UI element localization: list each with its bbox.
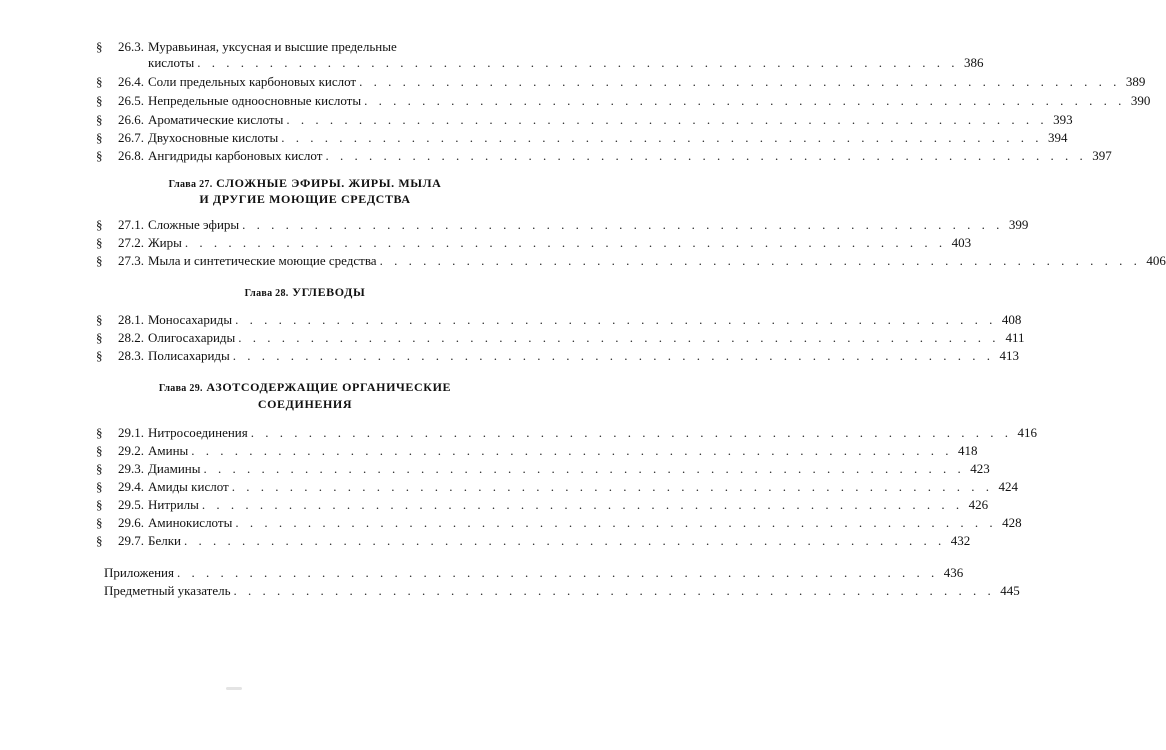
entry-page-number: 416 bbox=[1017, 425, 1037, 440]
entry-title: Диамины bbox=[148, 461, 201, 476]
leader-dots bbox=[364, 91, 1125, 110]
entry-title: Нитрилы bbox=[148, 497, 199, 512]
entry-number: 29.5. bbox=[118, 497, 144, 512]
entry-title: Олигосахариды bbox=[148, 330, 236, 345]
entry-number: 29.4. bbox=[118, 479, 144, 494]
entry-number: 27.3. bbox=[118, 253, 144, 268]
entry-number: 26.6. bbox=[118, 112, 144, 127]
section-sign: § bbox=[96, 148, 103, 163]
entry-page-number: 432 bbox=[950, 533, 971, 548]
section-sign: § bbox=[96, 479, 103, 494]
toc-entry-29-3 bbox=[96, 459, 990, 478]
entry-title: Ароматические кислоты bbox=[148, 112, 284, 127]
entry-number: 26.3. bbox=[118, 39, 144, 54]
entry-title: Сложные эфиры bbox=[148, 217, 240, 232]
chapter-title: АЗОТСОДЕРЖАЩИЕ ОРГАНИЧЕСКИЕ bbox=[206, 380, 452, 394]
toc-entry-29-1 bbox=[96, 423, 1037, 442]
section-sign: § bbox=[96, 217, 103, 232]
entry-page-number: 428 bbox=[1002, 515, 1022, 530]
entry-title: Двухосновные кислоты bbox=[148, 130, 279, 145]
entry-page-number: 403 bbox=[951, 235, 972, 250]
entry-page-number: 397 bbox=[1092, 148, 1112, 163]
entry-title: Жиры bbox=[148, 235, 182, 250]
section-sign: § bbox=[96, 515, 103, 530]
leader-dots bbox=[235, 513, 996, 532]
entry-title: Белки bbox=[148, 533, 181, 548]
entry-title: Предметный указатель bbox=[104, 583, 231, 598]
entry-number: 26.8. bbox=[118, 148, 144, 163]
chapter-label: Глава 29. bbox=[158, 383, 203, 394]
entry-page-number: 389 bbox=[1125, 74, 1146, 89]
leader-dots bbox=[203, 459, 964, 478]
toc-entry-29-6 bbox=[96, 513, 1022, 532]
leader-dots bbox=[191, 441, 952, 460]
toc-entry-29-4 bbox=[96, 477, 1018, 496]
chapter-29-heading-line2 bbox=[150, 395, 460, 414]
entry-title-continuation: кислоты bbox=[148, 55, 195, 70]
section-sign: § bbox=[96, 235, 103, 250]
toc-entry-27-3 bbox=[96, 251, 1166, 270]
toc-entry-appendices bbox=[96, 563, 964, 582]
leader-dots bbox=[251, 423, 1012, 442]
leader-dots bbox=[234, 581, 995, 600]
section-sign: § bbox=[96, 253, 103, 268]
entry-number: 28.1. bbox=[118, 312, 144, 327]
section-sign: § bbox=[96, 425, 103, 440]
entry-number: 29.3. bbox=[118, 461, 144, 476]
toc-entry-26-7 bbox=[96, 128, 1068, 147]
toc-entry-26-4 bbox=[96, 72, 1146, 91]
leader-dots bbox=[242, 215, 1003, 234]
section-sign: § bbox=[96, 74, 103, 89]
entry-title: Соли предельных карбоновых кислот bbox=[148, 74, 357, 89]
section-sign: § bbox=[96, 497, 103, 512]
leader-dots bbox=[202, 495, 963, 514]
toc-entry-27-1 bbox=[96, 215, 1029, 234]
toc-entry-26-8 bbox=[96, 146, 1112, 165]
section-sign: § bbox=[96, 533, 103, 548]
entry-number: 29.2. bbox=[118, 443, 144, 458]
entry-title: Муравьиная, уксусная и высшие предельные bbox=[148, 39, 397, 54]
chapter-title-line2: И ДРУГИЕ МОЮЩИЕ СРЕДСТВА bbox=[199, 192, 411, 206]
toc-entry-26-3-continued bbox=[96, 53, 984, 72]
entry-page-number: 408 bbox=[1001, 312, 1022, 327]
section-sign: § bbox=[96, 130, 103, 145]
section-sign: § bbox=[96, 112, 103, 127]
entry-title: Ангидриды карбоновых кислот bbox=[148, 148, 323, 163]
leader-dots bbox=[286, 110, 1047, 129]
toc-entry-26-6 bbox=[96, 110, 1073, 129]
toc-entry-27-2 bbox=[96, 233, 972, 252]
entry-number: 29.1. bbox=[118, 425, 144, 440]
entry-page-number: 386 bbox=[964, 55, 984, 70]
section-sign: § bbox=[96, 39, 103, 54]
leader-dots bbox=[233, 346, 994, 365]
entry-title: Нитросоединения bbox=[148, 425, 248, 440]
chapter-28-heading bbox=[150, 283, 460, 303]
section-sign: § bbox=[96, 443, 103, 458]
entry-number: 26.7. bbox=[118, 130, 144, 145]
section-sign: § bbox=[96, 461, 103, 476]
entry-title: Амиды кислот bbox=[148, 479, 229, 494]
entry-number: 28.3. bbox=[118, 348, 144, 363]
toc-entry-subject-index bbox=[96, 581, 1020, 600]
section-sign: § bbox=[96, 312, 103, 327]
chapter-title-line2: СОЕДИНЕНИЯ bbox=[257, 397, 353, 411]
leader-dots bbox=[238, 328, 999, 347]
leader-dots bbox=[281, 128, 1042, 147]
entry-page-number: 399 bbox=[1008, 217, 1029, 232]
chapter-27-heading-line2 bbox=[150, 190, 460, 209]
section-sign: § bbox=[96, 93, 103, 108]
chapter-title: СЛОЖНЫЕ ЭФИРЫ. ЖИРЫ. МЫЛА bbox=[216, 176, 442, 190]
paper-smudge bbox=[226, 687, 242, 690]
entry-title: Полисахариды bbox=[148, 348, 230, 363]
entry-number: 29.7. bbox=[118, 533, 144, 548]
entry-number: 26.4. bbox=[118, 74, 144, 89]
leader-dots bbox=[235, 310, 996, 329]
entry-number: 28.2. bbox=[118, 330, 144, 345]
chapter-label: Глава 27. bbox=[168, 179, 213, 190]
toc-entry-28-2 bbox=[96, 328, 1025, 347]
entry-title: Моносахариды bbox=[148, 312, 233, 327]
toc-entry-29-2 bbox=[96, 441, 978, 460]
leader-dots bbox=[184, 531, 945, 550]
entry-title: Приложения bbox=[104, 565, 174, 580]
entry-page-number: 418 bbox=[958, 443, 978, 458]
entry-number: 29.6. bbox=[118, 515, 144, 530]
chapter-label: Глава 28. bbox=[244, 288, 289, 299]
entry-page-number: 426 bbox=[968, 497, 989, 512]
entry-page-number: 406 bbox=[1146, 253, 1166, 268]
leader-dots bbox=[325, 146, 1086, 165]
entry-number: 27.2. bbox=[118, 235, 144, 250]
entry-page-number: 424 bbox=[998, 479, 1018, 494]
toc-entry-28-3 bbox=[96, 346, 1020, 365]
section-sign: § bbox=[96, 330, 103, 345]
entry-title: Мыла и синтетические моющие средства bbox=[148, 253, 377, 268]
entry-title: Амины bbox=[148, 443, 189, 458]
entry-page-number: 413 bbox=[999, 348, 1020, 363]
section-sign: § bbox=[96, 348, 103, 363]
leader-dots bbox=[197, 53, 958, 72]
entry-number: 26.5. bbox=[118, 93, 144, 108]
entry-page-number: 394 bbox=[1048, 130, 1068, 145]
leader-dots bbox=[359, 72, 1120, 91]
toc-entry-28-1 bbox=[96, 310, 1022, 329]
toc-entry-29-7 bbox=[96, 531, 971, 550]
entry-page-number: 445 bbox=[1000, 583, 1020, 598]
entry-title: Аминокислоты bbox=[148, 515, 233, 530]
leader-dots bbox=[177, 563, 938, 582]
toc-entry-26-5 bbox=[96, 91, 1151, 110]
entry-title: Непредельные одноосновные кислоты bbox=[148, 93, 362, 108]
entry-page-number: 423 bbox=[970, 461, 990, 476]
entry-page-number: 436 bbox=[943, 565, 964, 580]
entry-number: 27.1. bbox=[118, 217, 144, 232]
chapter-title: УГЛЕВОДЫ bbox=[292, 285, 366, 299]
entry-page-number: 390 bbox=[1130, 93, 1151, 108]
leader-dots bbox=[185, 233, 946, 252]
entry-page-number: 411 bbox=[1005, 330, 1025, 345]
leader-dots bbox=[380, 251, 1141, 270]
toc-entry-29-5 bbox=[96, 495, 989, 514]
entry-page-number: 393 bbox=[1053, 112, 1073, 127]
leader-dots bbox=[232, 477, 993, 496]
